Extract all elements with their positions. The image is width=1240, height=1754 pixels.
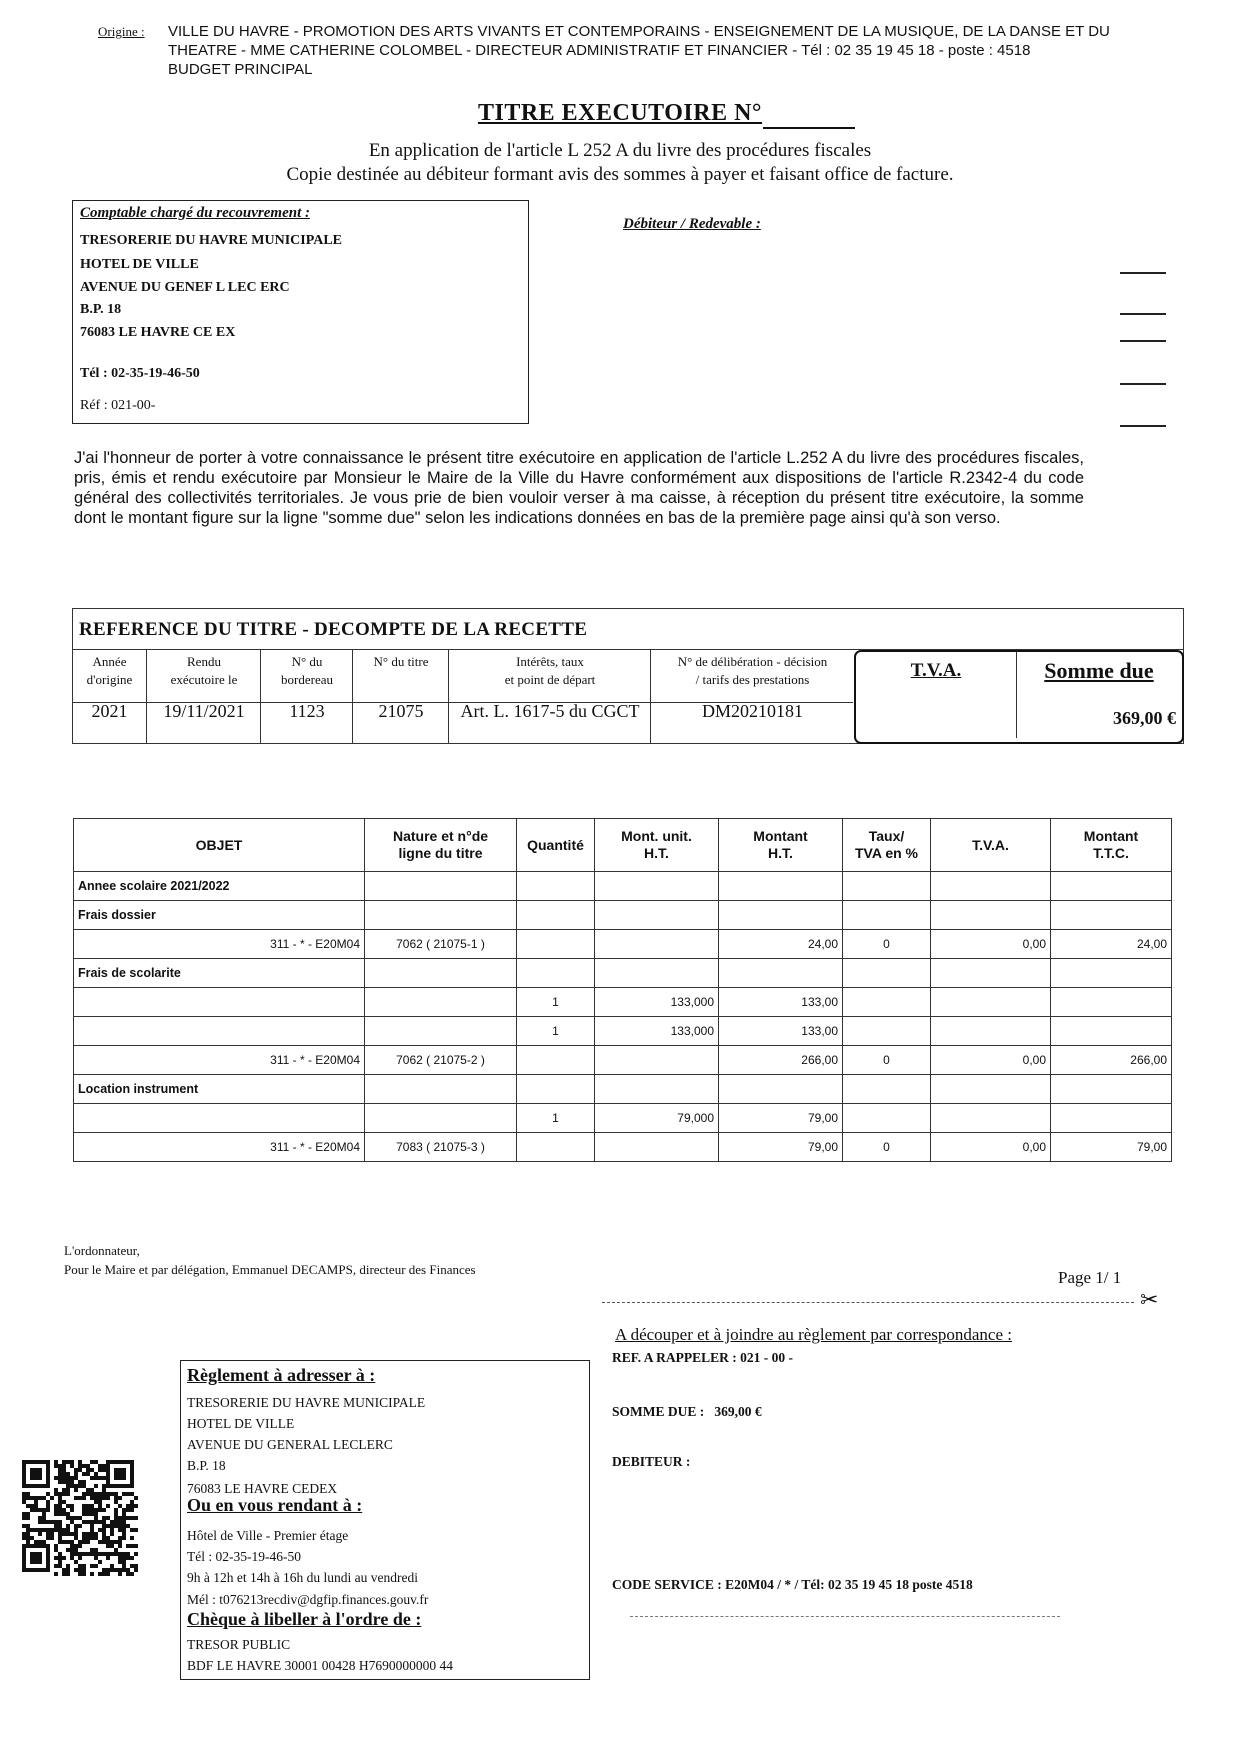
- table-section-label: Annee scolaire 2021/2022: [74, 872, 365, 901]
- table-row: [74, 1104, 1172, 1133]
- comptable-heading: Comptable chargé du recouvrement :: [80, 205, 310, 221]
- table-cell: [931, 872, 1051, 901]
- tva-heading: T.V.A.: [910, 660, 962, 681]
- table-cell-ht: 133,00: [719, 988, 843, 1017]
- address-line: [1120, 272, 1166, 274]
- budget-label: BUDGET PRINCIPAL: [168, 61, 313, 78]
- table-cell-ttc: [1051, 1017, 1172, 1046]
- col-ttc: Montant T.T.C.: [1051, 819, 1172, 872]
- table-cell: [595, 901, 719, 930]
- comptable-line: 76083 LE HAVRE CE EX: [80, 325, 236, 340]
- ref-titre-value: 21075: [378, 701, 424, 721]
- col-objet: OBJET: [74, 819, 365, 872]
- table-section-label: Frais dossier: [74, 901, 365, 930]
- table-row: [74, 959, 1172, 988]
- origine-body: VILLE DU HAVRE - PROMOTION DES ARTS VIVANTS ET CONTEMPORAINS - ENSEIGNEMENT DE LA MUSIQUE, DE LA DANSE ET DU THEATRE - MME CATHERINE COLOMBEL - DIRECTEUR ADMINISTRATIF ET FINANCIER - Tél : 02 35 19 45 18 - poste : 4518: [168, 23, 1110, 59]
- table-cell-quantite: [517, 1133, 595, 1162]
- table-cell-nature: [365, 1017, 517, 1046]
- reglement-heading-2: Ou en vous rendant à :: [187, 1495, 363, 1515]
- reglement-line: 9h à 12h et 14h à 16h du lundi au vendredi: [187, 1570, 418, 1585]
- table-cell-ttc: [1051, 988, 1172, 1017]
- ref-col-rendu: Rendu exécutoire le 19/11/2021: [146, 649, 261, 743]
- table-section-label: Location instrument: [74, 1075, 365, 1104]
- table-cell: [719, 1075, 843, 1104]
- intro-paragraph: J'ai l'honneur de porter à votre connaissance le présent titre exécutoire en application de l'article L.252 A du livre des procédures fiscales, pris, émis et rendu exécutoire par Monsieur le Maire de la Ville du Havre conformément aux dispositions de l'article R.2342-4 du code général des collectivités territoriales. Je vous prie de bien vouloir verser à ma caisse, à réception du présent titre exécutoire, la somme dont le montant figure sur la ligne "somme due" selon les indications données en bas de la première page ainsi qu'à son verso.: [74, 449, 1084, 527]
- reglement-line: 76083 LE HAVRE CEDEX: [187, 1481, 338, 1496]
- table-cell-objet: [74, 988, 365, 1017]
- address-line: [1120, 340, 1166, 342]
- table-header-row: [74, 819, 1172, 872]
- table-cell-quantite: 1: [517, 1104, 595, 1133]
- table-cell: [517, 901, 595, 930]
- col-quantite: Quantité: [517, 819, 595, 872]
- table-cell: [931, 959, 1051, 988]
- table-cell: [843, 1075, 931, 1104]
- table-cell-taux: 0: [843, 1046, 931, 1075]
- ref-delib-value: DM20210181: [701, 701, 803, 721]
- col-mont-unit: Mont. unit. H.T.: [595, 819, 719, 872]
- qr-code-icon: [22, 1460, 138, 1576]
- scissors-icon: ✂: [1140, 1288, 1159, 1313]
- reference-heading: REFERENCE DU TITRE - DECOMPTE DE LA RECETTE: [79, 619, 588, 640]
- ref-col-delib: N° de délibération - décision / tarifs des prestations DM20210181: [650, 649, 854, 743]
- table-row: [74, 901, 1172, 930]
- table-cell: [843, 901, 931, 930]
- table-cell: [1051, 872, 1172, 901]
- table-cell: [365, 959, 517, 988]
- table-cell-unit: [595, 1133, 719, 1162]
- col-nature: Nature et n°de ligne du titre: [365, 819, 517, 872]
- table-row: [74, 1133, 1172, 1162]
- ref-rendu-value: 19/11/2021: [163, 701, 245, 721]
- table-cell-tva: [931, 1104, 1051, 1133]
- table-cell-taux: 0: [843, 930, 931, 959]
- ordonnateur-label: L'ordonnateur,: [64, 1243, 140, 1258]
- table-cell: [843, 959, 931, 988]
- table-cell-unit: 79,000: [595, 1104, 719, 1133]
- table-cell-objet: [74, 1104, 365, 1133]
- table-row: [74, 930, 1172, 959]
- col-tva: T.V.A.: [931, 819, 1051, 872]
- table-cell-tva: 0,00: [931, 930, 1051, 959]
- table-cell-ht: 266,00: [719, 1046, 843, 1075]
- table-cell: [595, 959, 719, 988]
- table-cell: [595, 872, 719, 901]
- tva-somme-box: [854, 650, 1184, 744]
- table-cell-ttc: 24,00: [1051, 930, 1172, 959]
- comptable-line: B.P. 18: [80, 302, 122, 317]
- table-cell-objet: 311 - * - E20M04: [74, 1046, 365, 1075]
- table-cell: [931, 901, 1051, 930]
- coupon-debiteur: DEBITEUR :: [612, 1454, 691, 1469]
- table-cell: [365, 1075, 517, 1104]
- table-cell-taux: [843, 988, 931, 1017]
- table-cell: [517, 959, 595, 988]
- reglement-line: Hôtel de Ville - Premier étage: [187, 1528, 349, 1543]
- coupon-code-service: CODE SERVICE : E20M04 / * / Tél: 02 35 19 45 18 poste 4518: [612, 1577, 973, 1592]
- ref-col-bordereau: N° du bordereau 1123: [260, 649, 353, 743]
- comptable-ref: Réf : 021-00-: [80, 398, 156, 413]
- table-cell-ht: 79,00: [719, 1133, 843, 1162]
- address-line: [1120, 383, 1166, 385]
- coupon-title: A découper et à joindre au règlement par correspondance :: [615, 1325, 1012, 1344]
- cut-line-bottom: [630, 1616, 1060, 1617]
- table-cell: [843, 872, 931, 901]
- table-cell-ttc: [1051, 1104, 1172, 1133]
- table-cell-ht: 24,00: [719, 930, 843, 959]
- title-number-line: [763, 127, 855, 129]
- table-cell-nature: 7083 ( 21075-3 ): [365, 1133, 517, 1162]
- table-cell: [365, 901, 517, 930]
- table-cell: [1051, 901, 1172, 930]
- coupon-somme: SOMME DUE : 369,00 €: [612, 1404, 762, 1419]
- table-cell: [365, 872, 517, 901]
- somme-due-heading: Somme due: [1044, 658, 1154, 683]
- reglement-line: B.P. 18: [187, 1458, 226, 1473]
- table-cell-ttc: 266,00: [1051, 1046, 1172, 1075]
- table-cell-taux: [843, 1104, 931, 1133]
- reglement-heading-3: Chèque à libeller à l'ordre de :: [187, 1609, 422, 1629]
- table-cell-nature: 7062 ( 21075-1 ): [365, 930, 517, 959]
- ref-col-titre: N° du titre 21075: [352, 649, 449, 743]
- comptable-tel: Tél : 02-35-19-46-50: [80, 366, 200, 381]
- table-cell: [719, 959, 843, 988]
- reglement-line: BDF LE HAVRE 30001 00428 H7690000000 44: [187, 1658, 454, 1673]
- reglement-line: HOTEL DE VILLE: [187, 1416, 295, 1431]
- table-section-label: Frais de scolarite: [74, 959, 365, 988]
- reglement-heading: Règlement à adresser à :: [187, 1365, 376, 1385]
- table-cell-taux: [843, 1017, 931, 1046]
- table-cell-quantite: 1: [517, 1017, 595, 1046]
- table-cell-tva: [931, 1017, 1051, 1046]
- table-cell-nature: 7062 ( 21075-2 ): [365, 1046, 517, 1075]
- comptable-line: TRESORERIE DU HAVRE MUNICIPALE: [80, 233, 343, 248]
- table-cell: [719, 901, 843, 930]
- table-cell-tva: 0,00: [931, 1133, 1051, 1162]
- table-row: [74, 1075, 1172, 1104]
- table-cell-objet: [74, 1017, 365, 1046]
- page-title: TITRE EXECUTOIRE N°: [477, 100, 763, 126]
- ref-annee-value: 2021: [91, 701, 128, 721]
- table-row: [74, 872, 1172, 901]
- table-cell-ht: 79,00: [719, 1104, 843, 1133]
- page-number: Page 1/ 1: [1058, 1268, 1122, 1287]
- debiteur-label: Débiteur / Redevable :: [623, 216, 761, 232]
- reglement-line: Mél : t076213recdiv@dgfip.finances.gouv.fr: [187, 1592, 429, 1607]
- cut-line: [602, 1302, 1134, 1303]
- address-line: [1120, 425, 1166, 427]
- subtitle-2: Copie destinée au débiteur formant avis des sommes à payer et faisant office de facture.: [286, 164, 954, 185]
- table-cell: [931, 1075, 1051, 1104]
- table-cell-tva: 0,00: [931, 1046, 1051, 1075]
- table-cell-tva: [931, 988, 1051, 1017]
- origine-label: Origine :: [98, 24, 145, 39]
- table-cell-taux: 0: [843, 1133, 931, 1162]
- reglement-line: TRESOR PUBLIC: [187, 1637, 291, 1652]
- table-cell-unit: 133,000: [595, 988, 719, 1017]
- table-row: [74, 1017, 1172, 1046]
- table-cell-nature: [365, 1104, 517, 1133]
- table-cell-unit: [595, 1046, 719, 1075]
- table-cell-unit: [595, 930, 719, 959]
- table-cell: [517, 1075, 595, 1104]
- ref-col-interets: Intérêts, taux et point de départ Art. L. 1617-5 du CGCT: [448, 649, 651, 743]
- table-cell-unit: 133,000: [595, 1017, 719, 1046]
- coupon-ref: REF. A RAPPELER : 021 - 00 -: [612, 1350, 794, 1365]
- table-cell-objet: 311 - * - E20M04: [74, 930, 365, 959]
- subtitle-1: En application de l'article L 252 A du livre des procédures fiscales: [368, 140, 872, 161]
- origine-text: [168, 22, 1168, 79]
- table-cell-quantite: [517, 930, 595, 959]
- comptable-line: HOTEL DE VILLE: [80, 257, 199, 272]
- objet-table: [73, 818, 1172, 1162]
- table-cell-quantite: 1: [517, 988, 595, 1017]
- table-cell: [719, 872, 843, 901]
- address-line: [1120, 313, 1166, 315]
- col-montant-ht: Montant H.T.: [719, 819, 843, 872]
- ref-col-annee: Année d'origine 2021: [73, 649, 146, 743]
- table-row: [74, 988, 1172, 1017]
- comptable-line: AVENUE DU GENEF L LEC ERC: [80, 280, 290, 295]
- comptable-box: [72, 200, 529, 424]
- ordonnateur-signature: Pour le Maire et par délégation, Emmanuel DECAMPS, directeur des Finances: [64, 1262, 476, 1277]
- table-cell: [1051, 1075, 1172, 1104]
- table-cell-quantite: [517, 1046, 595, 1075]
- col-taux: Taux/ TVA en %: [843, 819, 931, 872]
- table-cell-ht: 133,00: [719, 1017, 843, 1046]
- reglement-line: AVENUE DU GENERAL LECLERC: [187, 1437, 393, 1452]
- table-cell: [595, 1075, 719, 1104]
- reglement-line: Tél : 02-35-19-46-50: [187, 1549, 301, 1564]
- table-cell-objet: 311 - * - E20M04: [74, 1133, 365, 1162]
- table-cell: [1051, 959, 1172, 988]
- somme-due-value: 369,00 €: [1113, 708, 1176, 728]
- reglement-box: [180, 1360, 590, 1680]
- table-cell: [517, 872, 595, 901]
- table-cell-ttc: 79,00: [1051, 1133, 1172, 1162]
- table-row: [74, 1046, 1172, 1075]
- reglement-line: TRESORERIE DU HAVRE MUNICIPALE: [187, 1395, 426, 1410]
- ref-bordereau-value: 1123: [289, 701, 325, 721]
- ref-interets-value: Art. L. 1617-5 du CGCT: [460, 701, 640, 721]
- table-cell-nature: [365, 988, 517, 1017]
